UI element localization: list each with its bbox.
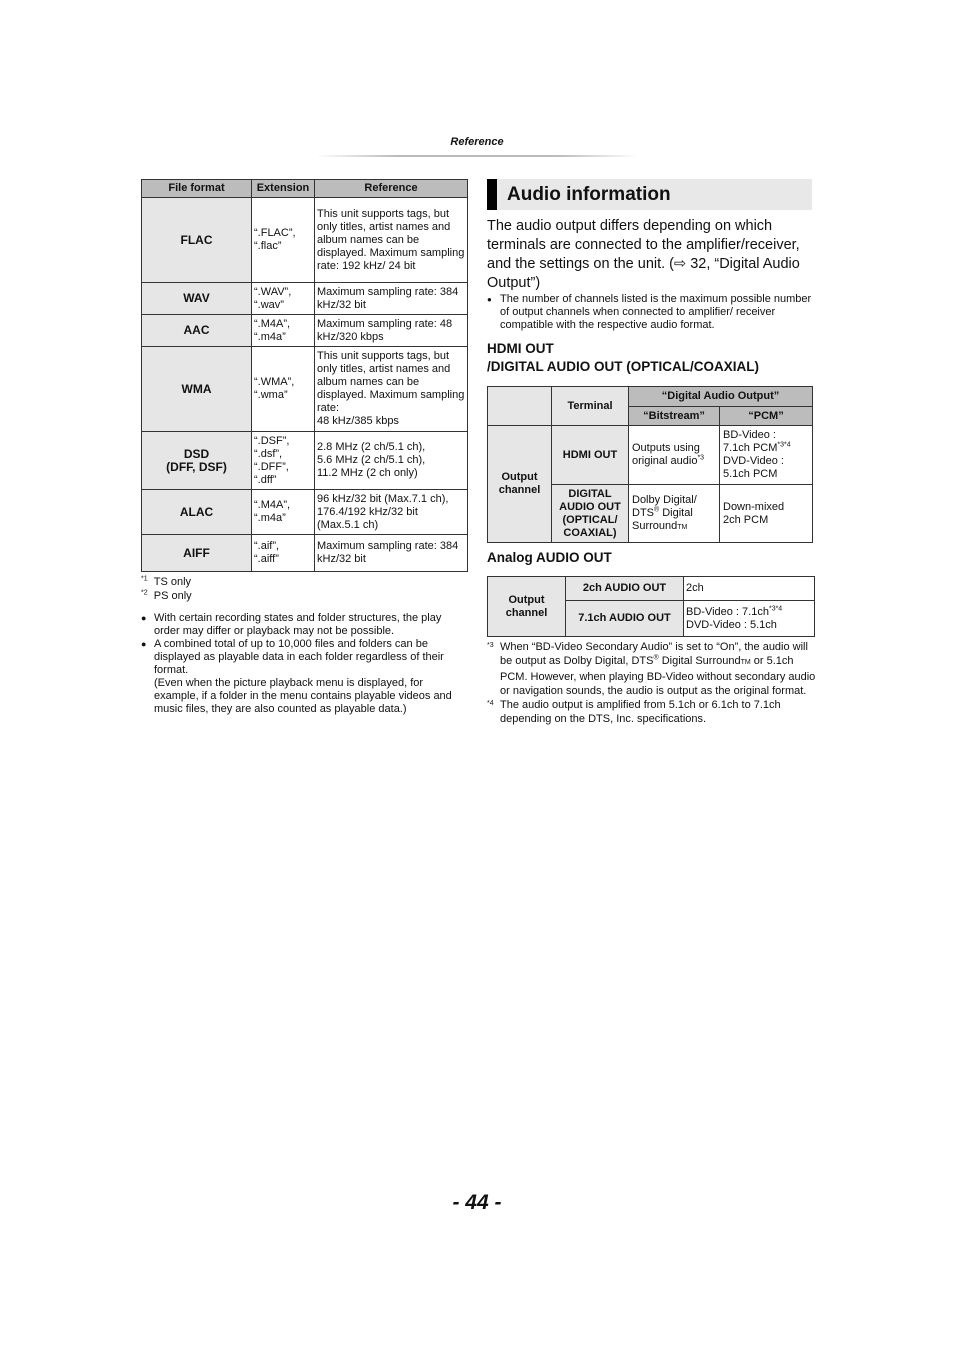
cell-line bbox=[723, 442, 809, 455]
heading-line: HDMI OUT bbox=[487, 341, 554, 356]
terminal-cell: DIGITAL AUDIO OUT (OPTICAL/ COAXIAL) bbox=[552, 485, 629, 543]
reference-cell: Maximum sampling rate: 48 kHz/320 kbps bbox=[315, 315, 468, 347]
extension-cell: “.DSF”, “.dsf”, “.DFF”, “.dff” bbox=[252, 432, 315, 490]
footnote-list bbox=[141, 575, 192, 603]
cell-text: 7.1ch PCM bbox=[723, 442, 778, 454]
pcm-header: “PCM” bbox=[720, 407, 813, 426]
format-cell: AIFF bbox=[142, 535, 252, 572]
bullet-icon: ● bbox=[141, 613, 147, 623]
table-header-row bbox=[488, 387, 813, 407]
extension-cell: “.WMA”, “.wma” bbox=[252, 347, 315, 432]
heading-line: /DIGITAL AUDIO OUT (OPTICAL/COAXIAL) bbox=[487, 359, 759, 374]
column-header: Reference bbox=[315, 180, 468, 198]
table-row bbox=[142, 432, 468, 490]
footnote bbox=[487, 698, 817, 726]
footnote bbox=[141, 575, 192, 589]
column-header: Extension bbox=[252, 180, 315, 198]
table-row bbox=[488, 577, 815, 601]
table-row bbox=[142, 535, 468, 572]
footnote-mark: *3 bbox=[697, 454, 705, 462]
footnote-text-part: or 5.1ch PCM. However, when playing BD-Video without secondary audio or navigation sounds, the audio is output as the original format. bbox=[500, 655, 816, 697]
empty-header-cell bbox=[488, 387, 552, 426]
reference-cell: 2.8 MHz (2 ch/5.1 ch), 5.6 MHz (2 ch/5.1 ch), 11.2 MHz (2 ch only) bbox=[315, 432, 468, 490]
terminal-cell: 2ch AUDIO OUT bbox=[566, 577, 684, 601]
reference-cell: This unit supports tags, but only titles, artist names and album names can be displayed. Maximum sampling rate: 192 kHz/ 24 bit bbox=[315, 198, 468, 283]
format-cell: WMA bbox=[142, 347, 252, 432]
cell-line: BD-Video : bbox=[723, 429, 776, 441]
extension-cell: “.aif”, “.aiff” bbox=[252, 535, 315, 572]
format-cell: ALAC bbox=[142, 490, 252, 535]
bullet-icon: ● bbox=[141, 639, 147, 649]
note-text: A combined total of up to 10,000 files and folders can be displayed as playable data in each folder regardless of their format. (Even when the picture playback menu is displayed, for example, if a folder in the menu contains playable videos and music files, they are also counted as playable data.) bbox=[154, 638, 452, 715]
cell-text: BD-Video : 7.1ch bbox=[686, 605, 769, 618]
bullet-icon: ● bbox=[487, 295, 492, 304]
pcm-cell: Down-mixed 2ch PCM bbox=[720, 485, 813, 543]
table-row bbox=[142, 198, 468, 283]
format-cell: FLAC bbox=[142, 198, 252, 283]
page-number: - 44 - bbox=[452, 1191, 502, 1214]
section-label: Reference bbox=[450, 136, 504, 148]
file-format-table bbox=[141, 179, 468, 572]
cell-text: DTS bbox=[632, 506, 654, 519]
footnote-mark: *3*4 bbox=[768, 604, 783, 612]
cell-line: DVD-Video : 5.1ch PCM bbox=[723, 455, 784, 480]
note-text: With certain recording states and folder structures, the play order may differ or playback may not be possible. bbox=[154, 612, 442, 637]
footnote-mark: *3*4 bbox=[777, 441, 791, 449]
section-divider bbox=[316, 155, 638, 157]
trademark-mark: TM bbox=[677, 523, 688, 531]
extension-cell: “.M4A”, “.m4a” bbox=[252, 315, 315, 347]
value-cell bbox=[684, 601, 815, 637]
list-item bbox=[141, 612, 467, 638]
footnote-text: The audio output is amplified from 5.1ch or 6.1ch to 7.1ch depending on the DTS, Inc. specifications. bbox=[500, 699, 781, 725]
extension-cell: “.WAV”, “.wav” bbox=[252, 283, 315, 315]
footnote-mark: *2 bbox=[141, 589, 148, 597]
notes-list bbox=[141, 612, 467, 716]
footnote-text: PS only bbox=[153, 590, 192, 602]
terminal-cell: HDMI OUT bbox=[552, 426, 629, 485]
analog-heading: Analog AUDIO OUT bbox=[487, 550, 612, 565]
list-item bbox=[141, 638, 467, 716]
bitstream-cell bbox=[629, 485, 720, 543]
table-header-row bbox=[142, 180, 468, 198]
registered-mark: ® bbox=[653, 654, 659, 662]
intro-paragraph: The audio output differs depending on which terminals are connected to the amplifier/receiver, and the settings on the unit. (⇨ 32, “Digital Audio Output”) bbox=[487, 218, 800, 291]
table-row bbox=[142, 315, 468, 347]
reference-cell: Maximum sampling rate: 384 kHz/32 bit bbox=[315, 535, 468, 572]
registered-mark: ® bbox=[654, 505, 660, 513]
footnote-text: TS only bbox=[153, 576, 192, 588]
terminal-header: Terminal bbox=[552, 387, 629, 426]
footnote-text-part: When “BD-Video Secondary Audio” is set to “On”, the audio will be output as Dolby Digital, DTS bbox=[500, 641, 808, 667]
bitstream-cell bbox=[629, 426, 720, 485]
terminal-cell: 7.1ch AUDIO OUT bbox=[566, 601, 684, 637]
output-channel-label: Output channel bbox=[488, 577, 566, 637]
footnote bbox=[487, 640, 817, 698]
footnote-text bbox=[500, 640, 817, 698]
extension-cell: “.M4A”, “.m4a” bbox=[252, 490, 315, 535]
table-row bbox=[142, 490, 468, 535]
section-heading-marker bbox=[487, 179, 497, 210]
cell-line: DVD-Video : 5.1ch bbox=[686, 618, 777, 631]
footnote-mark: *4 bbox=[487, 700, 494, 707]
hdmi-heading bbox=[487, 340, 759, 376]
table-row bbox=[142, 347, 468, 432]
footnote bbox=[141, 589, 192, 603]
footnote-text-part: Digital Surround bbox=[658, 655, 741, 667]
hdmi-output-table bbox=[487, 386, 813, 543]
cell-line bbox=[632, 507, 716, 520]
digital-audio-output-header: “Digital Audio Output” bbox=[629, 387, 813, 407]
pcm-cell bbox=[720, 426, 813, 485]
footnote-mark: *1 bbox=[141, 575, 148, 583]
cell-line bbox=[686, 606, 812, 619]
table-row bbox=[142, 283, 468, 315]
footnote-mark: *3 bbox=[487, 642, 494, 649]
cell-line: Dolby Digital/ bbox=[632, 493, 697, 506]
table-row bbox=[488, 426, 813, 485]
reference-cell: 96 kHz/32 bit (Max.7.1 ch), 176.4/192 kHz/32 bit (Max.5.1 ch) bbox=[315, 490, 468, 535]
column-header: File format bbox=[142, 180, 252, 198]
format-cell: AAC bbox=[142, 315, 252, 347]
format-cell: DSD (DFF, DSF) bbox=[142, 432, 252, 490]
reference-cell: This unit supports tags, but only titles, artist names and album names can be displayed. Maximum sampling rate: 48 kHz/385 kbps bbox=[315, 347, 468, 432]
list-item bbox=[487, 293, 812, 332]
bitstream-header: “Bitstream” bbox=[629, 407, 720, 426]
extension-cell: “.FLAC”, “.flac” bbox=[252, 198, 315, 283]
cell-text: Outputs using original audio bbox=[632, 442, 700, 467]
trademark-mark: TM bbox=[740, 659, 751, 666]
audio-footnotes bbox=[487, 640, 817, 726]
page-title: Audio information bbox=[507, 184, 671, 205]
analog-output-table bbox=[487, 576, 815, 637]
cell-text: Digital bbox=[659, 506, 693, 519]
note-text: The number of channels listed is the maximum possible number of output channels when connected to amplifier/ receiver compatible with the respective audio format. bbox=[500, 293, 812, 331]
reference-cell: Maximum sampling rate: 384 kHz/32 bit bbox=[315, 283, 468, 315]
output-channel-label: Output channel bbox=[488, 426, 552, 543]
format-cell: WAV bbox=[142, 283, 252, 315]
cell-text: Surround bbox=[632, 519, 678, 532]
value-cell: 2ch bbox=[684, 577, 815, 601]
cell-line bbox=[632, 520, 716, 534]
